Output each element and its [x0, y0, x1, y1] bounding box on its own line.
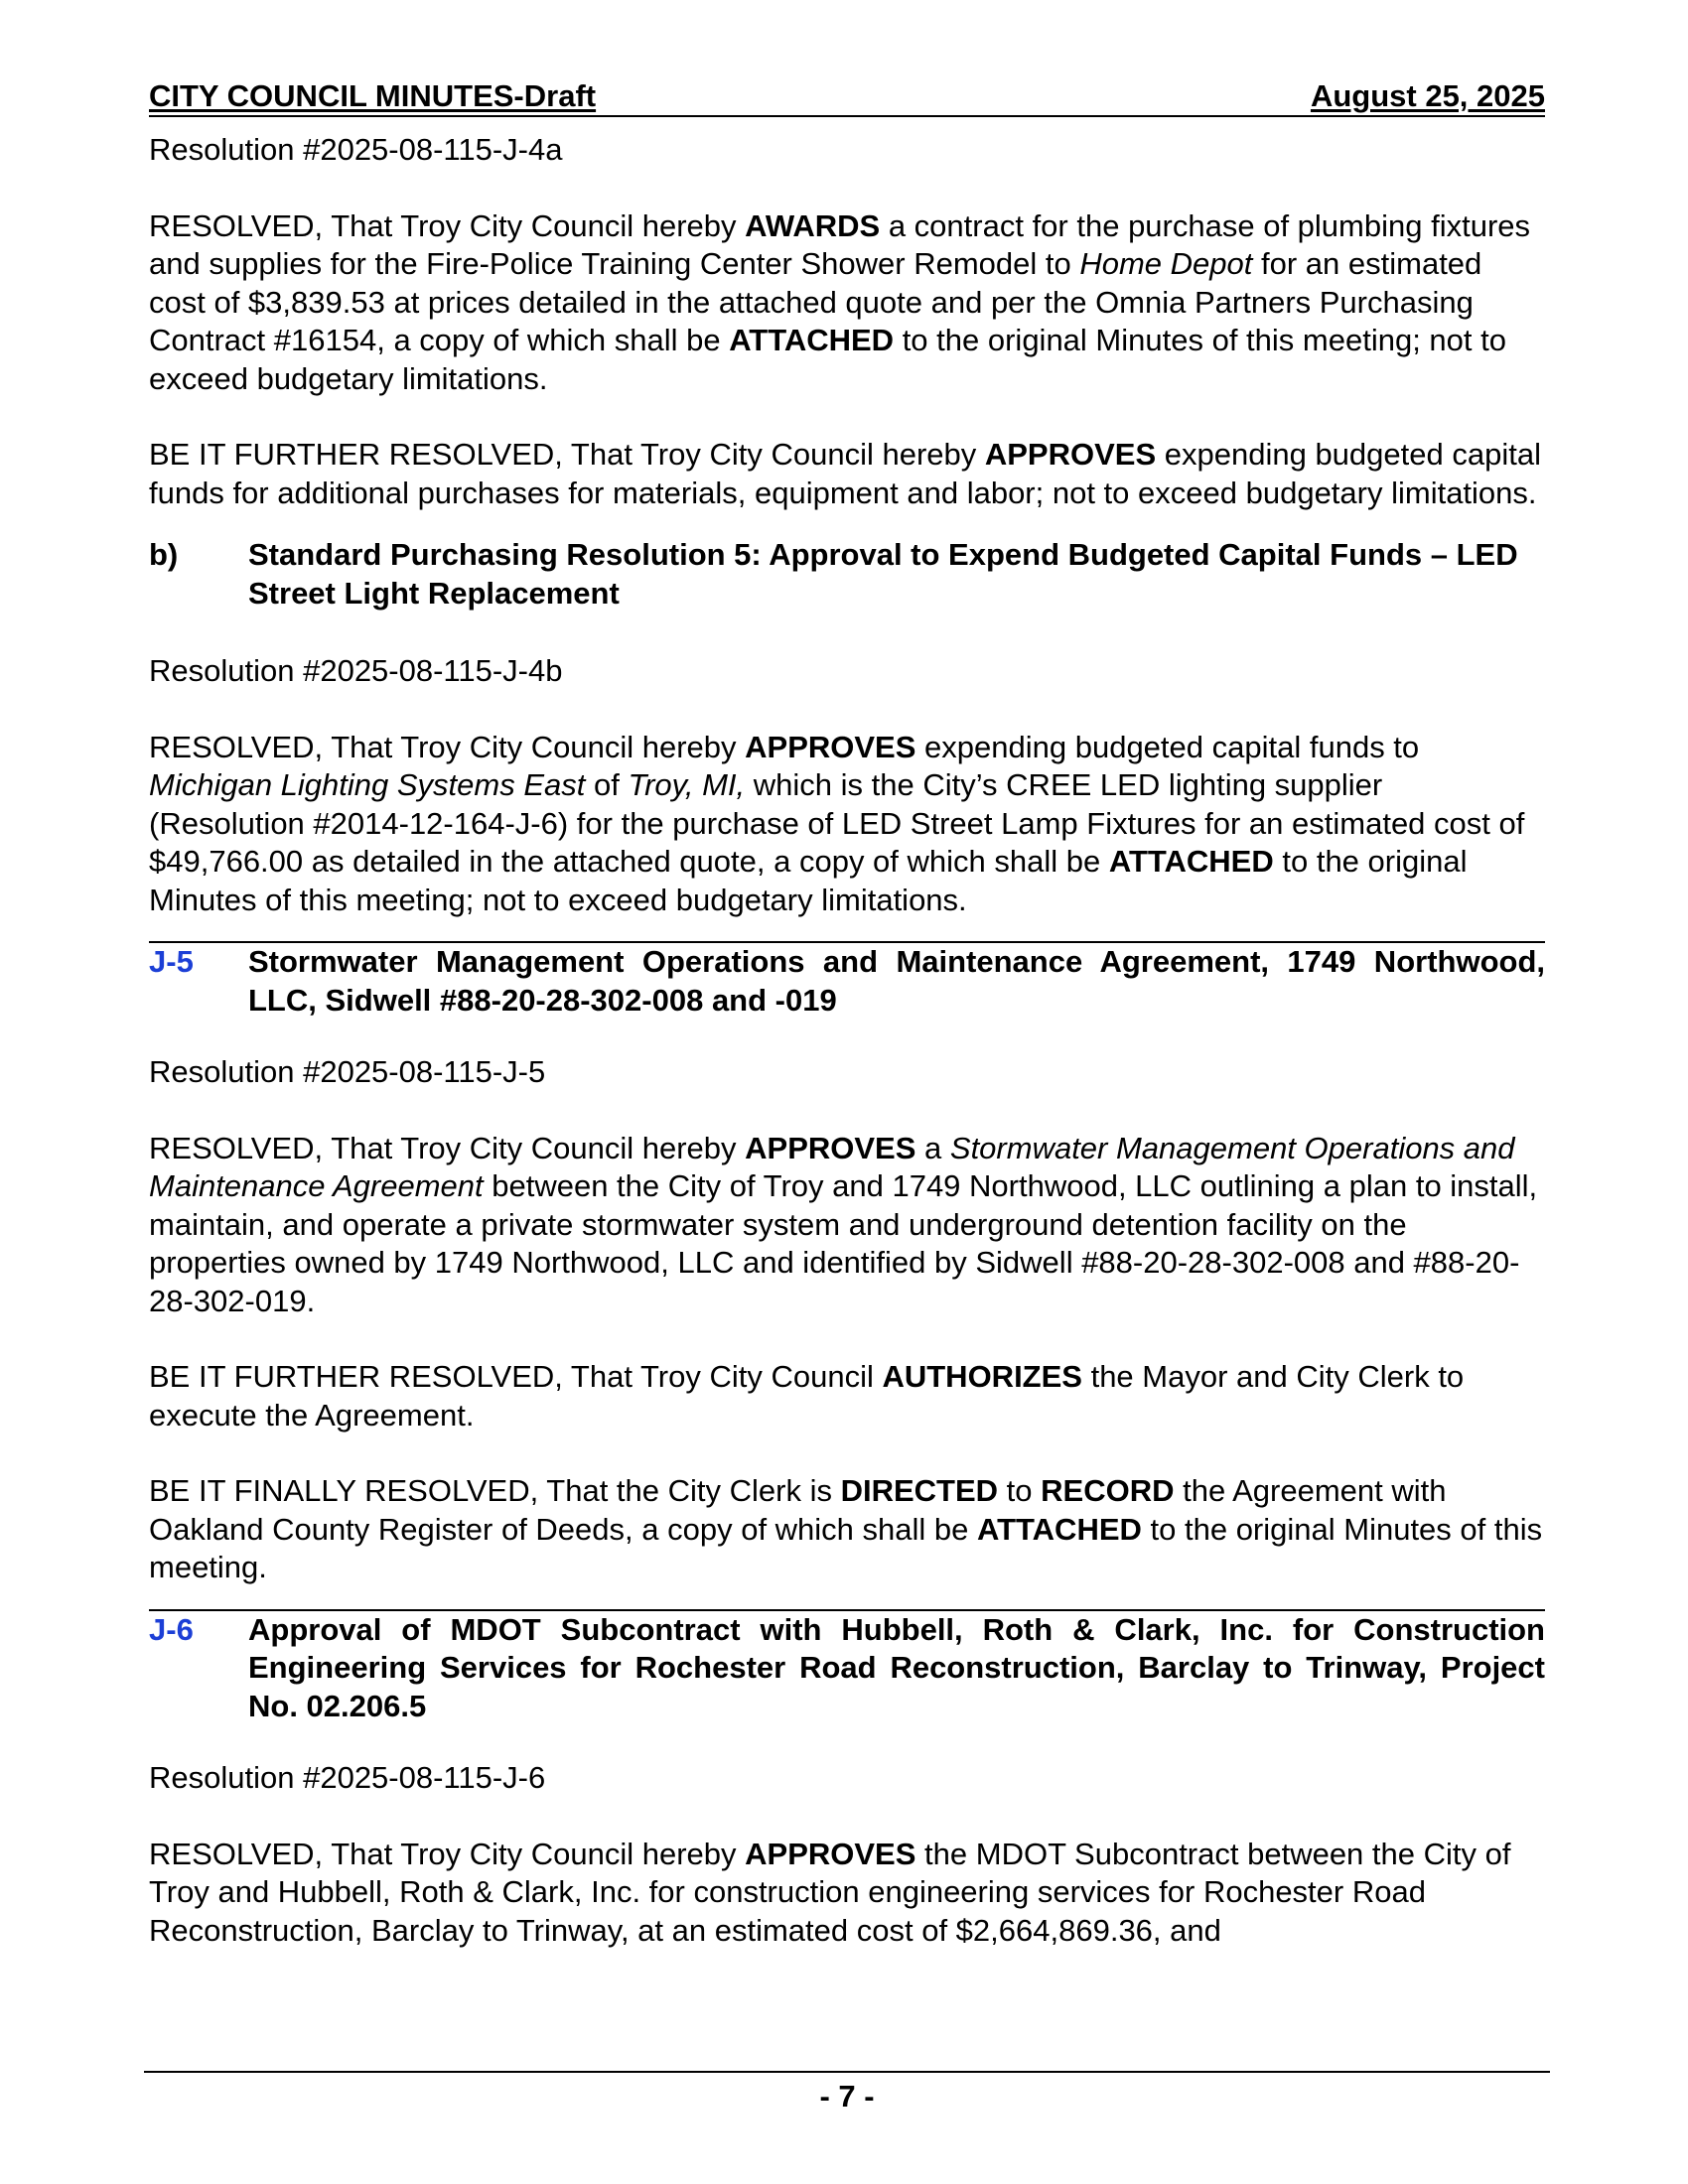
resolution-j5-paragraph-3: BE IT FINALLY RESOLVED, That the City Clerk is DIRECTED to RECORD the Agreement with Oakland County Register of Deeds, a copy of which shall be ATTACHED to the original Minutes of this meeting. [149, 1473, 1543, 1584]
resolution-j5-paragraph-2: BE IT FURTHER RESOLVED, That Troy City Council AUTHORIZES the Mayor and City Clerk to execute the Agreement. [149, 1359, 1465, 1433]
resolution-id-j4a: Resolution #2025-08-115-J-4a [149, 132, 563, 167]
item-number: J-5 [149, 944, 194, 979]
item-number: J-6 [149, 1611, 194, 1647]
resolution-j4b-paragraph-1: RESOLVED, That Troy City Council hereby APPROVES expending budgeted capital funds to Michigan Lighting Systems East of Troy, MI, which is the City’s CREE LED lighting supplier (Resolution #2014-12-164-J-6) for the purchase of LED Street Lamp Fixtures for an estimated cost of $49,766.00 as detailed in the attached quote, a copy of which shall be ATTACHED to the original Minutes of this meeting; not to exceed budgetary limitations. [149, 729, 1525, 917]
resolution-j4a-paragraph-2: BE IT FURTHER RESOLVED, That Troy City Council hereby APPROVES expending budgeted capital funds for additional purchases for materials, equipment and labor; not to exceed budgetary limitations. [149, 437, 1541, 510]
item-title: Stormwater Management Operations and Maintenance Agreement, 1749 Northwood, LLC, Sidwell #88-20-28-302-008 and -019 [248, 944, 1545, 1018]
page-header [149, 77, 1545, 117]
header-title: CITY COUNCIL MINUTES-Draft [149, 78, 597, 113]
page-footer [144, 2071, 1550, 2115]
item-number: b) [149, 537, 179, 572]
page-number: - 7 - [819, 2079, 875, 2114]
resolution-j6-paragraph-1: RESOLVED, That Troy City Council hereby APPROVES the MDOT Subcontract between the City of Troy and Hubbell, Roth & Clark, Inc. for construction engineering services for Rochester Road Reconstruction, Barclay to Trinway, at an estimated cost of $2,664,869.36, and [149, 1836, 1511, 1948]
item-title: Approval of MDOT Subcontract with Hubbell, Roth & Clark, Inc. for Construction Engineering Services for Rochester Road Reconstruction, Barclay to Trinway, Project No. 02.206.5 [248, 1611, 1545, 1723]
resolution-id-j5: Resolution #2025-08-115-J-5 [149, 1054, 546, 1089]
resolution-j4a-paragraph-1: RESOLVED, That Troy City Council hereby AWARDS a contract for the purchase of plumbing fixtures and supplies for the Fire-Police Training Center Shower Remodel to Home Depot for an estimated cost of $3,839.53 at prices detailed in the attached quote and per the Omnia Partners Purchasing Contract #16154, a copy of which shall be ATTACHED to the original Minutes of this meeting; not to exceed budgetary limitations. [149, 207, 1531, 396]
resolution-j5-paragraph-1: RESOLVED, That Troy City Council hereby APPROVES a Stormwater Management Operations and Maintenance Agreement between the City of Troy and 1749 Northwood, LLC outlining a plan to install, maintain, and operate a private stormwater system and underground detention facility on the properties owned by 1749 Northwood, LLC and identified by Sidwell #88-20-28-302-008 and #88-20-28-302-019. [149, 1130, 1538, 1318]
resolution-id-j4b: Resolution #2025-08-115-J-4b [149, 653, 563, 688]
agenda-item-b [149, 536, 1545, 613]
resolution-id-j6: Resolution #2025-08-115-J-6 [149, 1760, 546, 1795]
document-page [149, 77, 1545, 1950]
header-date: August 25, 2025 [1310, 78, 1545, 113]
agenda-item-j6 [149, 1611, 1545, 1726]
item-title: Standard Purchasing Resolution 5: Approval to Expend Budgeted Capital Funds – LED Street Light Replacement [248, 537, 1518, 611]
agenda-item-j5 [149, 943, 1545, 1020]
